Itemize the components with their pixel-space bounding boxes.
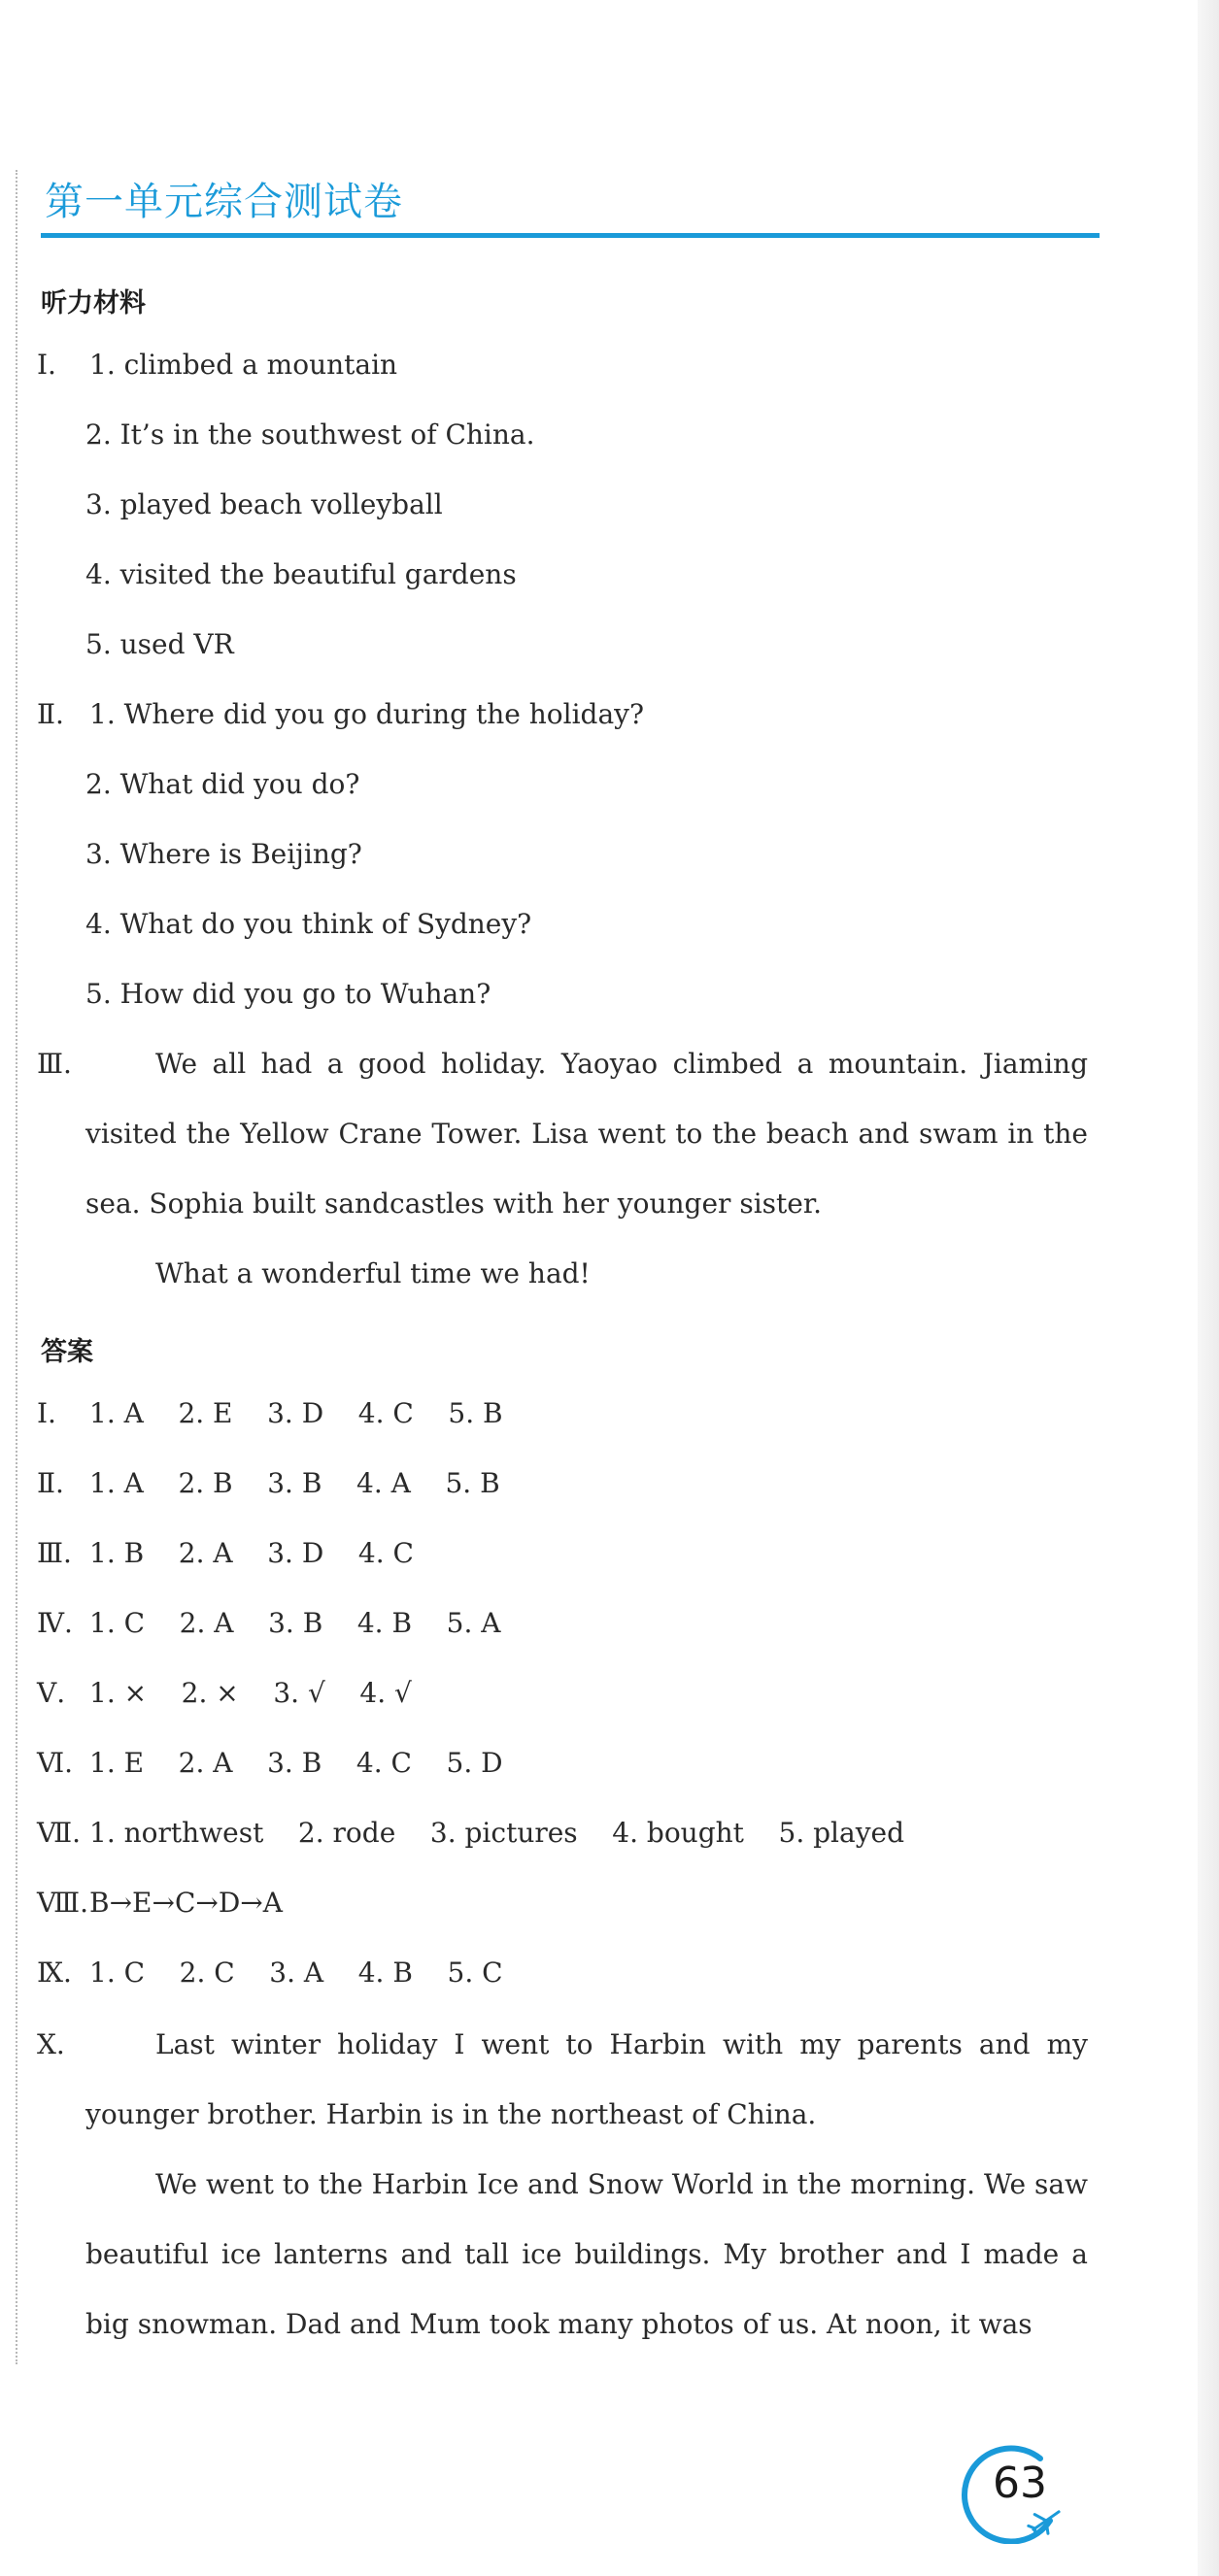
answer-row: 1. A 2. B 3. B 4. A 5. B: [89, 1467, 500, 1499]
answer-row: 1. A 2. E 3. D 4. C 5. B: [89, 1397, 503, 1429]
listening-heading: 听力材料: [41, 288, 146, 318]
part-number: Ⅰ.: [37, 349, 56, 381]
part-number: Ⅲ.: [37, 1048, 72, 1080]
title-block: [41, 173, 1100, 239]
part-number: Ⅱ.: [37, 1467, 64, 1499]
listening-passage-closing: [85, 1239, 1088, 1309]
part-number: Ⅷ.: [37, 1887, 89, 1919]
answer-passage: [85, 2010, 1088, 2150]
passage-text: Last winter holiday I went to Harbin with my parents and my younger brother. Harbin is in the northeast of China.: [85, 2028, 1088, 2130]
part-number: Ⅹ.: [37, 2028, 65, 2060]
margin-rule: [16, 170, 17, 2364]
title-underline: [41, 233, 1100, 238]
part-number: Ⅲ.: [37, 1537, 72, 1569]
part-number: Ⅰ.: [37, 1397, 56, 1429]
part-number: Ⅶ.: [37, 1817, 82, 1849]
listening-item: 4. visited the beautiful gardens: [85, 558, 517, 590]
answer-passage-continued: [85, 2150, 1088, 2359]
listening-item: 2. What did you do?: [85, 768, 360, 800]
answer-row: B→E→C→D→A: [89, 1887, 283, 1919]
listening-item: 3. Where is Beijing?: [85, 838, 362, 870]
listening-item: 4. What do you think of Sydney?: [85, 908, 532, 940]
page-edge: [1198, 0, 1219, 2576]
answers-heading: 答案: [41, 1337, 93, 1367]
answer-row: 1. E 2. A 3. B 4. C 5. D: [89, 1747, 503, 1779]
listening-item: 2. It’s in the southwest of China.: [85, 418, 535, 451]
answer-row: 1. C 2. C 3. A 4. B 5. C: [89, 1957, 503, 1989]
page-title: 第一单元综合测试卷: [45, 180, 403, 224]
listening-item: 5. How did you go to Wuhan?: [85, 978, 491, 1010]
answer-row: 1. northwest 2. rode 3. pictures 4. bought 5. played: [89, 1817, 905, 1849]
part-number: Ⅸ.: [37, 1957, 72, 1989]
listening-item: 5. used VR: [85, 628, 234, 660]
page-number: 63: [993, 2459, 1047, 2508]
part-number: Ⅱ.: [37, 698, 64, 730]
listening-passage: [85, 1029, 1088, 1239]
part-number: Ⅴ.: [37, 1677, 66, 1709]
part-number: Ⅵ.: [37, 1747, 74, 1779]
listening-item: 1. Where did you go during the holiday?: [89, 698, 645, 730]
answer-row: 1. C 2. A 3. B 4. B 5. A: [89, 1607, 501, 1639]
answer-row: 1. × 2. × 3. √ 4. √: [89, 1677, 412, 1709]
passage-text: We went to the Harbin Ice and Snow World in the morning. We saw beautiful ice lanterns and tall ice buildings. My brother and I made a big snowman. Dad and Mum took many photos of us. At noon, it was: [85, 2168, 1088, 2340]
answer-row: 1. B 2. A 3. D 4. C: [89, 1537, 414, 1569]
passage-text: We all had a good holiday. Yaoyao climbed a mountain. Jiaming visited the Yellow Crane Tower. Lisa went to the beach and swam in the sea. Sophia built sandcastles with her younger sister.: [85, 1048, 1088, 1220]
listening-item: 1. climbed a mountain: [89, 349, 398, 381]
part-number: Ⅳ.: [37, 1607, 73, 1639]
listening-item: 3. played beach volleyball: [85, 488, 443, 520]
passage-text: What a wonderful time we had!: [155, 1257, 591, 1289]
